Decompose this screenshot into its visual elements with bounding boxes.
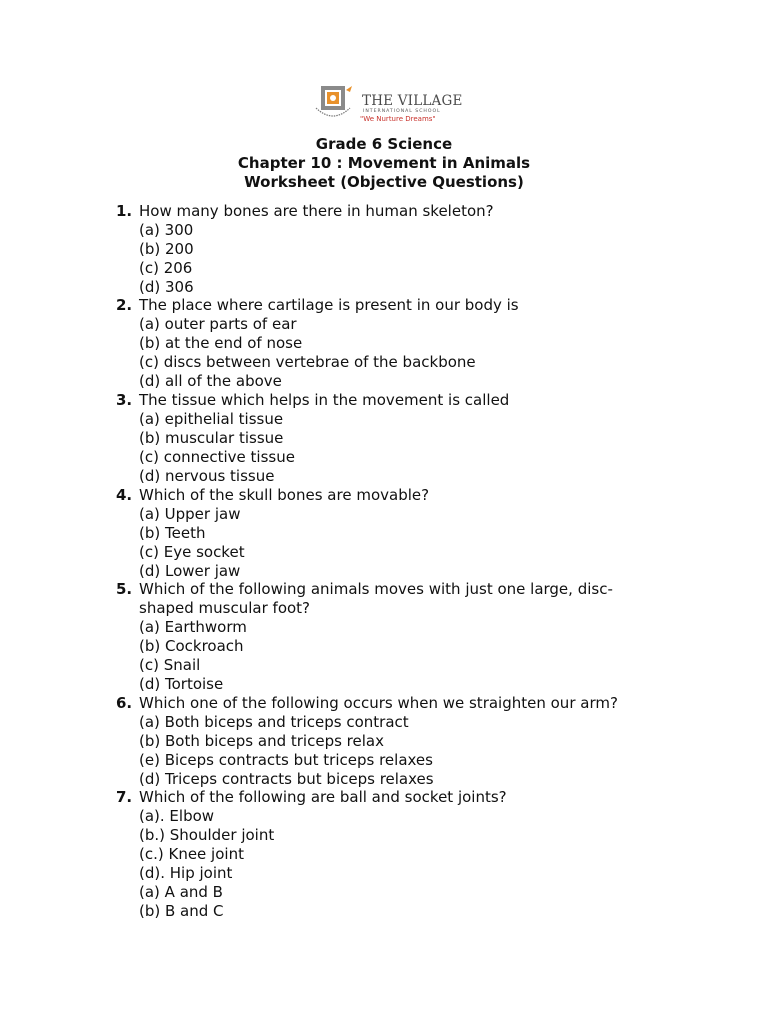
answer-option: (c.) Knee joint bbox=[139, 844, 244, 863]
answer-option: (e) Biceps contracts but triceps relaxes bbox=[139, 750, 433, 769]
answer-option: (d) all of the above bbox=[139, 371, 282, 390]
logo-name: THE VILLAGE bbox=[362, 93, 463, 109]
answer-option: (a). Elbow bbox=[139, 806, 215, 825]
question-text: The tissue which helps in the movement is called bbox=[139, 391, 510, 409]
question-text: How many bones are there in human skeleton? bbox=[139, 202, 494, 220]
answer-option: (b) muscular tissue bbox=[139, 428, 284, 447]
question-number: 4. bbox=[116, 486, 133, 504]
question-text: Which one of the following occurs when we straighten our arm? bbox=[139, 694, 618, 712]
answer-option: (a) Both biceps and triceps contract bbox=[139, 712, 409, 731]
answer-option: (d). Hip joint bbox=[139, 863, 233, 882]
answer-option: (c) Snail bbox=[139, 655, 201, 674]
question-text: Which of the following animals moves with just one large, disc- bbox=[139, 580, 613, 598]
question-text: The place where cartilage is present in our body is bbox=[139, 296, 519, 314]
answer-option: (c) connective tissue bbox=[139, 447, 295, 466]
answer-option: (b) Cockroach bbox=[139, 636, 244, 655]
question-number: 1. bbox=[116, 202, 133, 220]
answer-option: (c) discs between vertebrae of the backbone bbox=[139, 352, 476, 371]
answer-option: (b) at the end of nose bbox=[139, 333, 303, 352]
heading-worksheet: Worksheet (Objective Questions) bbox=[244, 173, 524, 191]
answer-option: (a) Upper jaw bbox=[139, 504, 241, 523]
answer-option: (a) 300 bbox=[139, 220, 194, 239]
question-number: 5. bbox=[116, 580, 133, 598]
question-text: shaped muscular foot? bbox=[139, 598, 311, 617]
question-number: 2. bbox=[116, 296, 133, 314]
school-logo bbox=[312, 84, 462, 124]
answer-option: (a) outer parts of ear bbox=[139, 314, 297, 333]
answer-option: (a) epithelial tissue bbox=[139, 409, 284, 428]
question-text: Which of the skull bones are movable? bbox=[139, 486, 430, 504]
heading-grade: Grade 6 Science bbox=[315, 135, 453, 153]
question-text: Which of the following are ball and socket joints? bbox=[139, 788, 507, 806]
answer-option: (d) Lower jaw bbox=[139, 561, 241, 580]
answer-option: (b) Both biceps and triceps relax bbox=[139, 731, 384, 750]
answer-option: (b) 200 bbox=[139, 239, 194, 258]
question-number: 3. bbox=[116, 391, 133, 409]
answer-option: (b) Teeth bbox=[139, 523, 206, 542]
answer-option: (d) Tortoise bbox=[139, 674, 224, 693]
logo-subtitle: INTERNATIONAL SCHOOL bbox=[363, 109, 441, 114]
answer-option: (c) Eye socket bbox=[139, 542, 245, 561]
logo-emblem-icon bbox=[312, 84, 360, 124]
answer-option: (b.) Shoulder joint bbox=[139, 825, 275, 844]
answer-option: (d) 306 bbox=[139, 277, 194, 296]
answer-option: (c) 206 bbox=[139, 258, 193, 277]
question-number: 7. bbox=[116, 788, 133, 806]
answer-option: (a) Earthworm bbox=[139, 617, 247, 636]
answer-option: (d) Triceps contracts but biceps relaxes bbox=[139, 769, 434, 788]
heading-chapter: Chapter 10 : Movement in Animals bbox=[237, 154, 531, 172]
answer-option: (a) A and B bbox=[139, 882, 223, 901]
question-number: 6. bbox=[116, 694, 133, 712]
logo-tagline: "We Nurture Dreams" bbox=[360, 115, 436, 123]
answer-option: (b) B and C bbox=[139, 901, 224, 920]
answer-option: (d) nervous tissue bbox=[139, 466, 275, 485]
